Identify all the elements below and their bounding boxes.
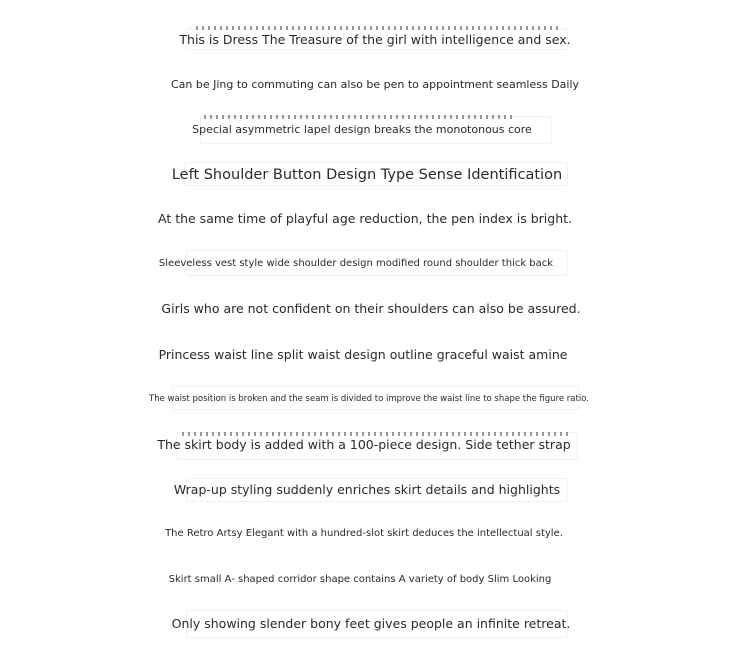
description-line-1: This is Dress The Treasure of the girl with intelligence and sex. <box>179 32 571 47</box>
clipped-text-fragment <box>204 115 516 119</box>
description-line-11: Wrap-up styling suddenly enriches skirt details and highlights <box>173 482 561 497</box>
description-line-9: The waist position is broken and the seam is divided to improve the waist line to shape the figure ratio. <box>149 394 589 404</box>
description-line-10: The skirt body is added with a 100-piece design. Side tether strap <box>157 437 571 452</box>
description-line-13: Skirt small A- shaped corridor shape contains A variety of body Slim Looking <box>168 574 552 585</box>
description-line-8: Princess waist line split waist design outline graceful waist amine <box>158 347 568 362</box>
clipped-text-fragment <box>196 26 561 30</box>
description-line-6: Sleeveless vest style wide shoulder design modified round shoulder thick back <box>158 258 554 269</box>
description-line-5: At the same time of playful age reduction, the pen index is bright. <box>157 211 573 226</box>
description-line-2: Can be Jing to commuting can also be pen to appointment seamless Daily <box>170 78 580 91</box>
clipped-text-fragment <box>182 432 568 436</box>
description-line-12: The Retro Artsy Elegant with a hundred-slot skirt deduces the intellectual style. <box>165 528 563 539</box>
description-line-14: Only showing slender bony feet gives people an infinite retreat. <box>171 616 571 631</box>
description-line-4: Left Shoulder Button Design Type Sense Identification <box>171 167 563 183</box>
description-line-7: Girls who are not confident on their shoulders can also be assured. <box>161 301 581 316</box>
description-line-3: Special asymmetric lapel design breaks the monotonous core <box>192 123 532 136</box>
